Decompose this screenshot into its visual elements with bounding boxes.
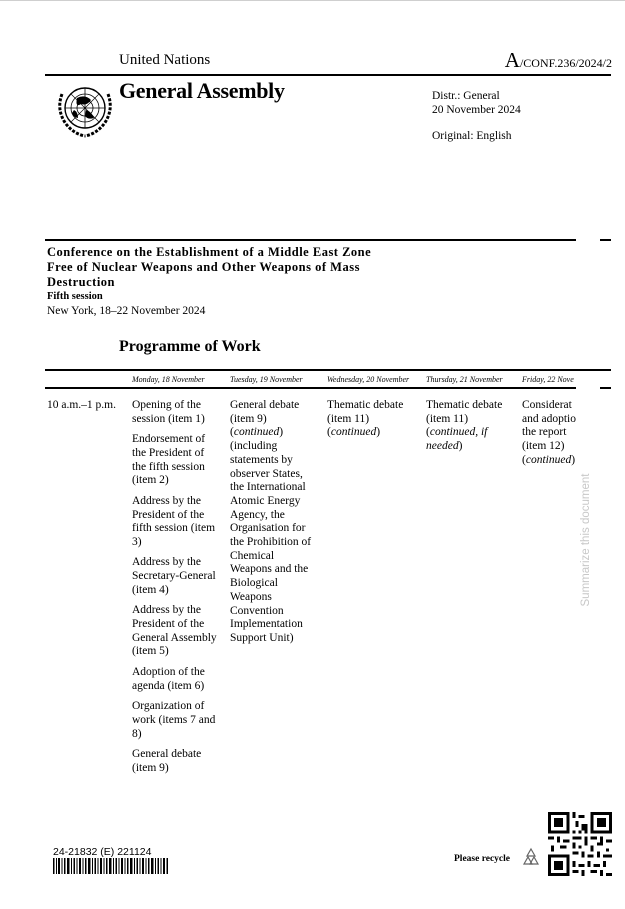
- table-header-rule: [45, 387, 576, 389]
- list-item: Address by the President of the fifth session (item 3): [132, 494, 216, 548]
- original-language: Original: English: [432, 130, 512, 142]
- list-item: Address by the President of the General Assembly (item 5): [132, 604, 217, 658]
- day-header-friday: Friday, 22 Nove: [522, 375, 574, 384]
- friday-line: the report: [522, 426, 567, 439]
- symbol-prefix: A: [504, 48, 520, 72]
- header-rule: [45, 74, 611, 76]
- place-and-dates: New York, 18–22 November 2024: [47, 305, 206, 317]
- table-top-rule: [45, 369, 611, 371]
- distribution: Distr.: General: [432, 90, 500, 102]
- issue-date: 20 November 2024: [432, 103, 521, 116]
- conference-rule: [45, 239, 576, 241]
- day-header-wednesday: Wednesday, 20 November: [327, 375, 410, 384]
- summarize-document-button[interactable]: Summarize this document: [580, 473, 592, 607]
- list-item: Adoption of the agenda (item 6): [132, 665, 205, 692]
- document-symbol: [505, 48, 612, 73]
- list-item: Organization of work (items 7 and 8): [132, 700, 216, 740]
- wednesday-continued: (continued): [327, 426, 381, 439]
- friday-line: and adoptio: [522, 412, 576, 425]
- list-item: Address by the Secretary-General (item 4): [132, 556, 216, 596]
- wednesday-column: [327, 399, 419, 440]
- friday-line: Considerat: [522, 399, 572, 411]
- thursday-item: Thematic debate (item 11): [426, 399, 503, 425]
- tuesday-item: General debate (item 9): [230, 399, 300, 425]
- tuesday-column: [230, 399, 318, 646]
- time-slot: 10 a.m.–1 p.m.: [47, 399, 116, 411]
- un-emblem-icon: [50, 80, 120, 140]
- day-header-tuesday: Tuesday, 19 November: [230, 375, 303, 384]
- continued-text: continued, if needed: [426, 426, 488, 453]
- top-border: [0, 0, 625, 1]
- symbol-rest: /CONF.236/2024/2: [519, 56, 612, 70]
- recycle-note: Please recycle: [454, 854, 510, 864]
- continued-text: continued: [233, 426, 280, 439]
- continued-text: continued: [330, 426, 377, 439]
- friday-continued: (continued): [522, 453, 576, 466]
- friday-column: [522, 399, 582, 468]
- continued-text: continued: [525, 453, 572, 466]
- recycle-icon: [520, 846, 542, 868]
- organization-name: United Nations: [119, 52, 211, 68]
- qr-code-icon: [548, 812, 612, 876]
- conference-rule-stub: [600, 239, 611, 241]
- programme-heading: Programme of Work: [119, 338, 261, 355]
- list-item: General debate (item 9): [132, 748, 202, 774]
- tuesday-continued: (continued): [230, 426, 284, 439]
- monday-column: [132, 399, 220, 782]
- session-label: Fifth session: [47, 291, 103, 302]
- conference-title: Conference on the Establishment of a Middle East Zone Free of Nuclear Weapons and Other Weapons of Mass Destruction: [47, 245, 372, 289]
- thursday-column: [426, 399, 518, 454]
- barcode-icon: [53, 858, 169, 874]
- thursday-continued: (continued, if needed): [426, 426, 488, 453]
- list-item: Endorsement of the President of the fifth session (item 2): [132, 433, 206, 487]
- tuesday-detail: (including statements by observer States, the International Atomic Energy Agency, the Organisation for the Prohibition of Chemical Weapons and the Biological Weapons Convention Implementation Support Unit): [230, 440, 312, 644]
- distribution-block: [432, 90, 521, 117]
- page-title: General Assembly: [119, 78, 285, 103]
- day-header-monday: Monday, 18 November: [132, 375, 205, 384]
- job-number: 24-21832 (E) 221124: [53, 846, 152, 858]
- table-header-rule-stub: [600, 387, 611, 389]
- friday-line: (item 12): [522, 440, 565, 453]
- day-header-thursday: Thursday, 21 November: [426, 375, 503, 384]
- list-item: Opening of the session (item 1): [132, 399, 205, 425]
- wednesday-item: Thematic debate (item 11): [327, 399, 404, 425]
